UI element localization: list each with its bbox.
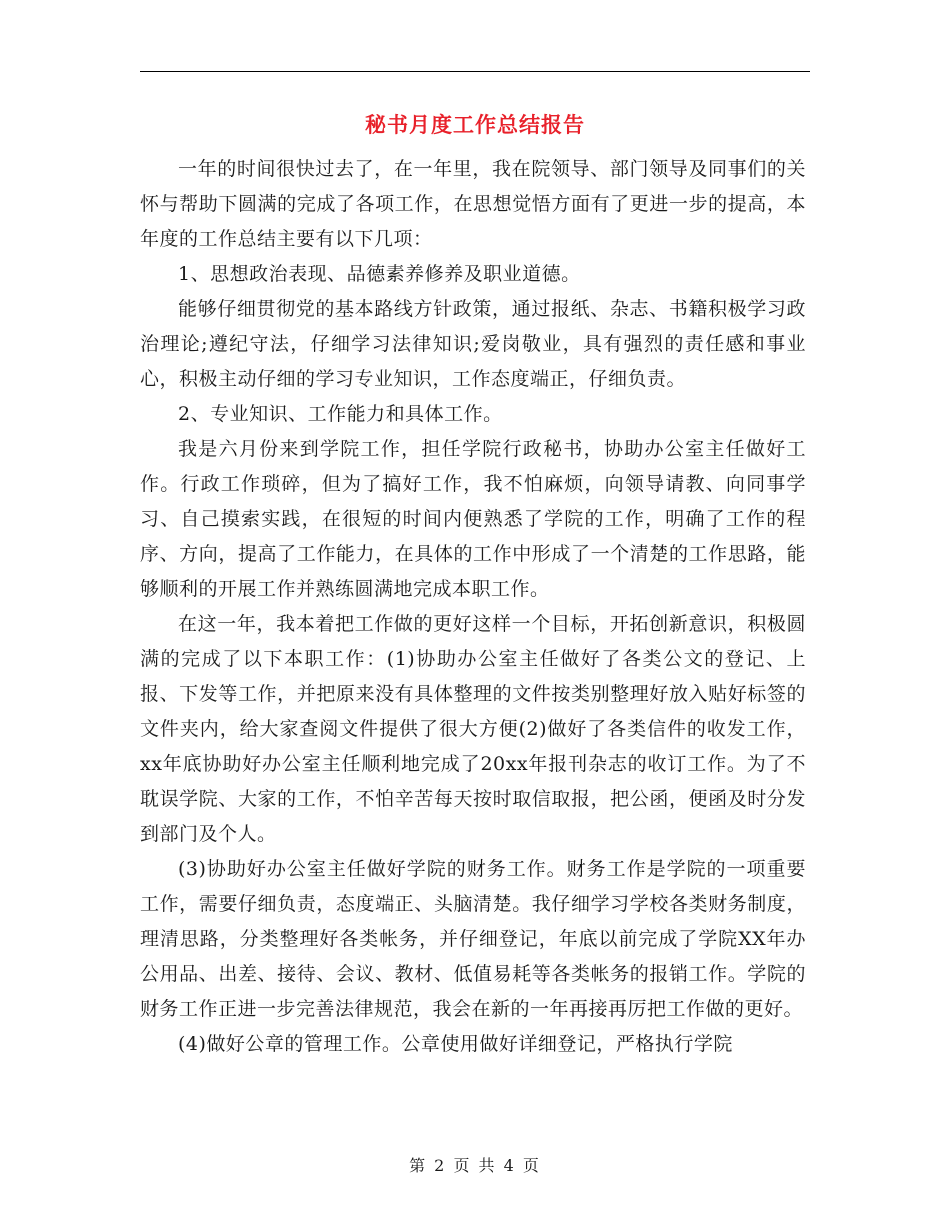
paragraph-politics: 能够仔细贯彻党的基本路线方针政策，通过报纸、杂志、书籍积极学习政治理论;遵纪守法，仔细学习法律知识;爱岗敬业，具有强烈的责任感和事业心，积极主动仔细的学习专业知识，工作态度端正，仔细负责。 — [140, 298, 806, 390]
header-rule — [140, 71, 810, 72]
paragraph-seal: (4)做好公章的管理工作。公章使用做好详细登记，严格执行学院 — [178, 1033, 733, 1055]
section-heading-1: 1、思想政治表现、品德素养修养及职业道德。 — [178, 263, 581, 285]
paragraph-duties: 在这一年，我本着把工作做的更好这样一个目标，开拓创新意识，积极圆满的完成了以下本职工作：(1)协助办公室主任做好了各类公文的登记、上报、下发等工作，并把原来没有具体整理的文件按类别整理好放入贴好标签的文件夹内，给大家查阅文件提供了很大方便(2)做好了各类信件的收发工作，xx年底协助好办公室主任顺利地完成了20xx年报刊杂志的收订工作。为了不耽误学院、大家的工作，不怕辛苦每天按时取信取报，把公函，便函及时分发到部门及个人。 — [140, 613, 806, 845]
paragraph-finance: (3)协助好办公室主任做好学院的财务工作。财务工作是学院的一项重要工作，需要仔细负责，态度端正、头脑清楚。我仔细学习学校各类财务制度，理清思路，分类整理好各类帐务，并仔细登记，年底以前完成了学院XX年办公用品、出差、接待、会议、教材、低值易耗等各类帐务的报销工作。学院的财务工作正进一步完善法律规范，我会在新的一年再接再厉把工作做的更好。 — [140, 858, 806, 1020]
paragraph-work-ability: 我是六月份来到学院工作，担任学院行政秘书，协助办公室主任做好工作。行政工作琐碎，但为了搞好工作，我不怕麻烦，向领导请教、向同事学习、自己摸索实践，在很短的时间内便熟悉了学院的工作，明确了工作的程序、方向，提高了工作能力，在具体的工作中形成了一个清楚的工作思路，能够顺利的开展工作并熟练圆满地完成本职工作。 — [140, 438, 806, 600]
document-title: 秘书月度工作总结报告 — [365, 112, 585, 137]
page-footer: 第 2 页 共 4 页 — [409, 1156, 541, 1175]
paragraph-intro: 一年的时间很快过去了，在一年里，我在院领导、部门领导及同事们的关怀与帮助下圆满的完成了各项工作，在思想觉悟方面有了更进一步的提高，本年度的工作总结主要有以下几项： — [140, 158, 806, 250]
section-heading-2: 2、专业知识、工作能力和具体工作。 — [178, 403, 503, 425]
document-body — [140, 152, 806, 1062]
